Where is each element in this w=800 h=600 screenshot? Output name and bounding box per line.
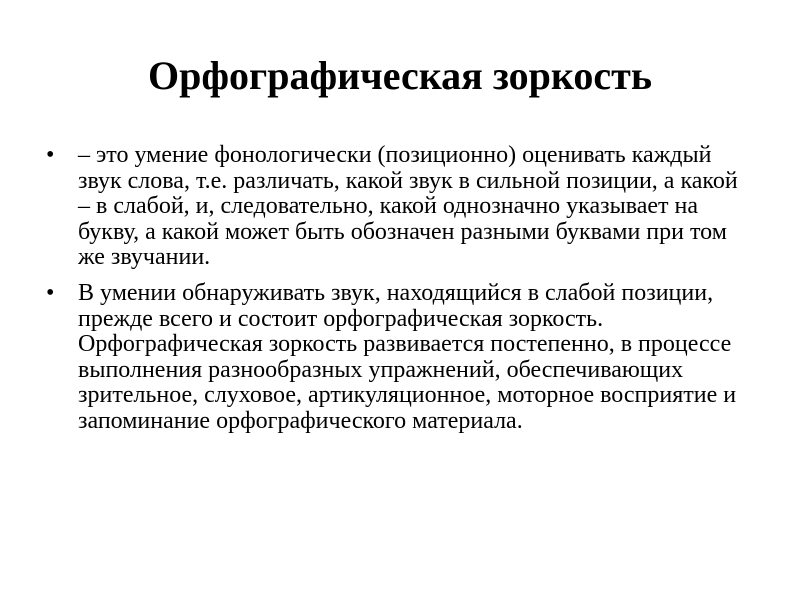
- bullet-icon: •: [46, 142, 55, 168]
- bullet-item-definition: [46, 143, 746, 271]
- bullet-text-development: В умении обнаруживать звук, находящийся в слабой позиции, прежде всего и состоит орфографическая зоркость. Орфографическая зоркость развивается постепенно, в процессе выполнения разнообразных упражнений, обеспечивающих зрительное, слуховое, артикуляционное, моторное восприятие и запоминание орфографического материала.: [78, 279, 737, 434]
- bullet-icon: •: [46, 279, 55, 306]
- bullet-item-development: [46, 281, 746, 435]
- bullet-text-definition: – это умение фонологически (позиционно) оценивать каждый звук слова, т.е. различать, какой звук в сильной позиции, а какой – в слабой, и, следовательно, какой однозначно указывает на букву, а какой может быть обозначен разными буквами при том же звучании.: [78, 142, 738, 271]
- bullet-list: [46, 143, 746, 445]
- slide-title: Орфографическая зоркость: [148, 53, 652, 98]
